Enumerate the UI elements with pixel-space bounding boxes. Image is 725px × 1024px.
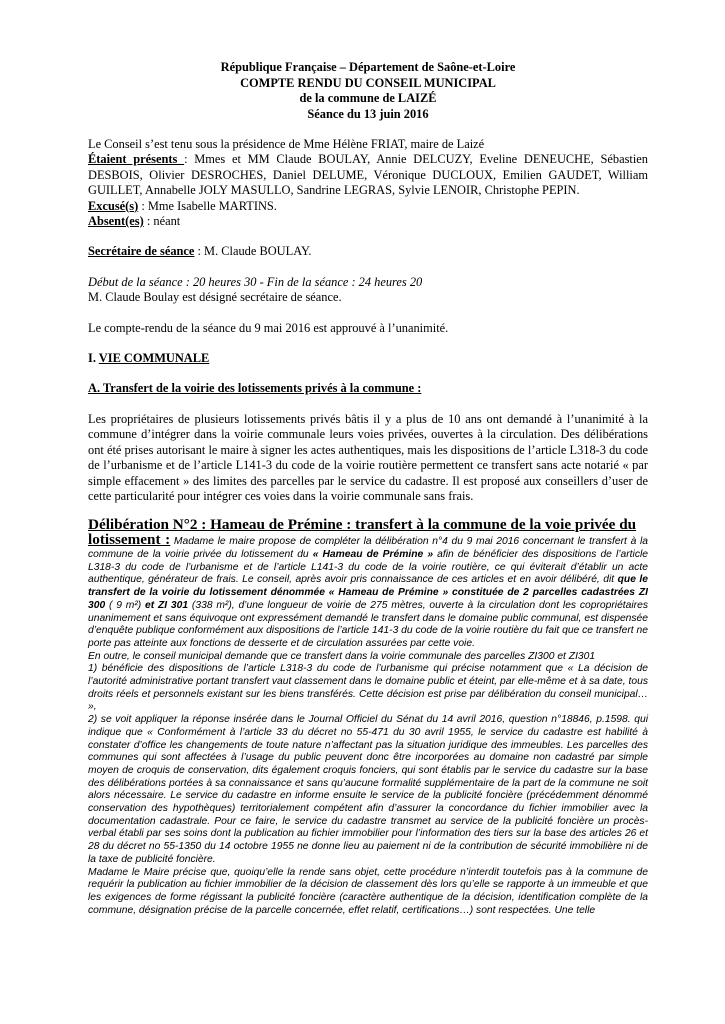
excused-line [88, 199, 648, 214]
transfer-decision: que le transfert de la voirie du lotissement dénommée « Hameau de Prémine » constituée de 2 parcelles cadastrées ZI 300 [88, 574, 648, 611]
deliberation-paragraph-2: En outre, le conseil municipal demande que ce transfert dans la voirie communale des parcelles ZI300 et ZI301 [88, 650, 596, 662]
absent-line [88, 214, 648, 229]
section-number: I. [88, 351, 99, 366]
deliberation-2 [88, 516, 648, 917]
deliberation-title: Délibération N°2 : Hameau de Prémine : transfert à la commune de la voie privée du [88, 516, 637, 534]
deliberation-title-cont: lotissement : [88, 531, 171, 549]
presidency-line: Le Conseil s’est tenu sous la présidence de Mme Hélène FRIAT, maire de Laizé [88, 137, 485, 151]
header-session-date: Séance du 13 juin 2016 [307, 106, 429, 121]
deliberation-intro-paragraph [88, 533, 648, 650]
section-title: VIE COMMUNALE [98, 351, 210, 366]
deliberation-paragraph-5: Madame le Maire précise que, quoiqu’elle la rende sans objet, cette procédure n’interdit toutefois pas à la commune de requérir la publication au fichier immobilier de la décision de classement dès lors qu’elle se rapporte à un immeuble et que les exigences de forme régissant la publicité foncière (caractère authentique de la décision, identification complète de la commune, désignation précise de la parcelle concernée, effet relatif, certifications…) sont respectées. Une telle [88, 866, 648, 916]
deliberation-point-1: 1) bénéficie des dispositions de l’article L318-3 du code de l’urbanisme qui précise notamment que « La décision de l’autorité administrative portant transfert vaut classement dans le domaine public et éteint, par elle-même et à sa date, tous droits réels et personnels existant sur les biens transférés. Cette décision est prise par délibération du conseil municipal… », [88, 663, 648, 713]
present-list: : Mmes et MM Claude BOULAY, Annie DELCUZY, Eveline DENEUCHE, Sébastien DESBOIS, Olivier DESROCHES, Daniel DELUME, Véronique DUCLOUX, Emilien GAUDET, William GUILLET, Annabelle JOLY MASULLO, Sandrine LEGRAS, Sylvie LENOIR, Christophe PEPIN. [88, 152, 649, 198]
minutes-approval: Le compte-rendu de la séance du 9 mai 2016 est approuvé à l’unanimité. [88, 320, 449, 335]
secretary-label: Secrétaire de séance [88, 244, 195, 259]
parcel-300-area: ( 9 m²) [105, 599, 146, 611]
attendance-block [88, 137, 648, 229]
present-label: Étaient présents [88, 152, 185, 167]
present-members [88, 152, 648, 198]
document-page [88, 60, 648, 917]
deliberation-intro: Madame le maire propose de compléter la délibération n°4 du 9 mai 2016 concernant le transfert à la commune de la voirie privée du lotissement du [88, 536, 648, 561]
header-commune-line: de la commune de LAIZÉ [299, 91, 437, 105]
deliberation-decision-rest: (338 m²), d’une longueur de voirie de 275 mètres, ouverte à la circulation dont les copropriétaires unanimement et sans équivoque ont expressément demandé le transfert dans le domaine public communal, est dispensée d’enquête publique conformément aux dispositions de l’article 141-3 du code de la voirie routière du fait que ce transfert ne porte pas atteinte aux fonctions de desserte et de circulation assurées par cette voie. [88, 599, 648, 649]
hamlet-name: « Hameau de Prémine » [312, 549, 434, 561]
deliberation-intro-2: afin de bénéficier des dispositions de l’article L318-3 du code de l’urbanisme et de l’article L141-3 du code de la voirie routière, ce qui éviterait d’établir un acte authentique, générateur de frais. Le conseil, après avoir pris connaissance de ces articles et en avoir délibéré, dit [88, 549, 648, 586]
excused-label: Excusé(s) [88, 198, 139, 213]
session-timing: Début de la séance : 20 heures 30 - Fin de la séance : 24 heures 20 [88, 274, 423, 289]
absent-text: : néant [143, 214, 181, 229]
secretary-line [88, 244, 648, 259]
document-header [88, 60, 648, 122]
absent-label: Absent(es) [88, 214, 144, 229]
deliberation-point-2: 2) se voit appliquer la réponse insérée dans le Journal Officiel du Sénat du 14 avril 2016, question n°18846, p.1598. qui indique que « Conformément à l’article 33 du décret no 55-471 du 30 avril 1955, le service du cadastre est habilité à constater d’office les changements de toute nature n’affectant pas la situation juridique des immeubles. Les parcelles des communes qui sont affectées à l’usage du public peuvent donc être incorporées au domaine non cadastré par simple moyen de croquis de conservation, dits également croquis fonciers, qui sont établis par le service du cadastre sur la base des délibérations portées à sa connaissance et sans qu’aucune formalité supplémentaire de la part de la commune ne soit alors nécessaire. Le service du cadastre en informe ensuite le service de la publicité foncière (précédemment dénommé conservation des hypothèques) territorialement compétent afin d’assurer la concordance du fichier immobilier avec la documentation cadastrale. Pour ce faire, le service du cadastre transmet au service de la publicité foncière un procès-verbal établi par ses soins dont la publication au fichier immobilier pour l’information des tiers sur la base des articles 26 et 28 du décret no 55-1350 du 14 octobre 1955 ne donne lieu au paiement ni de la contribution de sécurité immobilière ni de la taxe de publicité foncière. [88, 714, 648, 865]
header-republic-line: République Française – Département de Saône-et-Loire [220, 60, 516, 74]
section-heading [88, 351, 648, 366]
header-report-title: COMPTE RENDU DU CONSEIL MUNICIPAL [240, 75, 496, 90]
secretary-designation: M. Claude Boulay est désigné secrétaire de séance. [88, 290, 342, 305]
parcel-301: et ZI 301 [145, 599, 189, 611]
secretary-text: : M. Claude BOULAY. [194, 244, 312, 259]
excused-text: : Mme Isabelle MARTINS. [138, 198, 277, 213]
subsection-a-body: Les propriétaires de plusieurs lotissements privés bâtis il y a plus de 10 ans ont demandé à l’unanimité à la commune d’intégrer dans la voirie communale leurs voies privées, ouvertes à la circulation. Des délibérations ont été prises autorisant le maire à signer les actes authentiques, mais les dispositions de l’article L318-3 du code de l’urbanisme et de l’article L141-3 du code de la voirie routière permettent ce transfert sans acte notarié « par simple effacement » des limites des parcelles par le service du cadastre. Il est proposé aux conseillers d’user de cette particularité pour intégrer ces voies dans la voirie communale sans frais. [88, 411, 648, 503]
subsection-a-title: A. Transfert de la voirie des lotissements privés à la commune : [88, 381, 422, 396]
